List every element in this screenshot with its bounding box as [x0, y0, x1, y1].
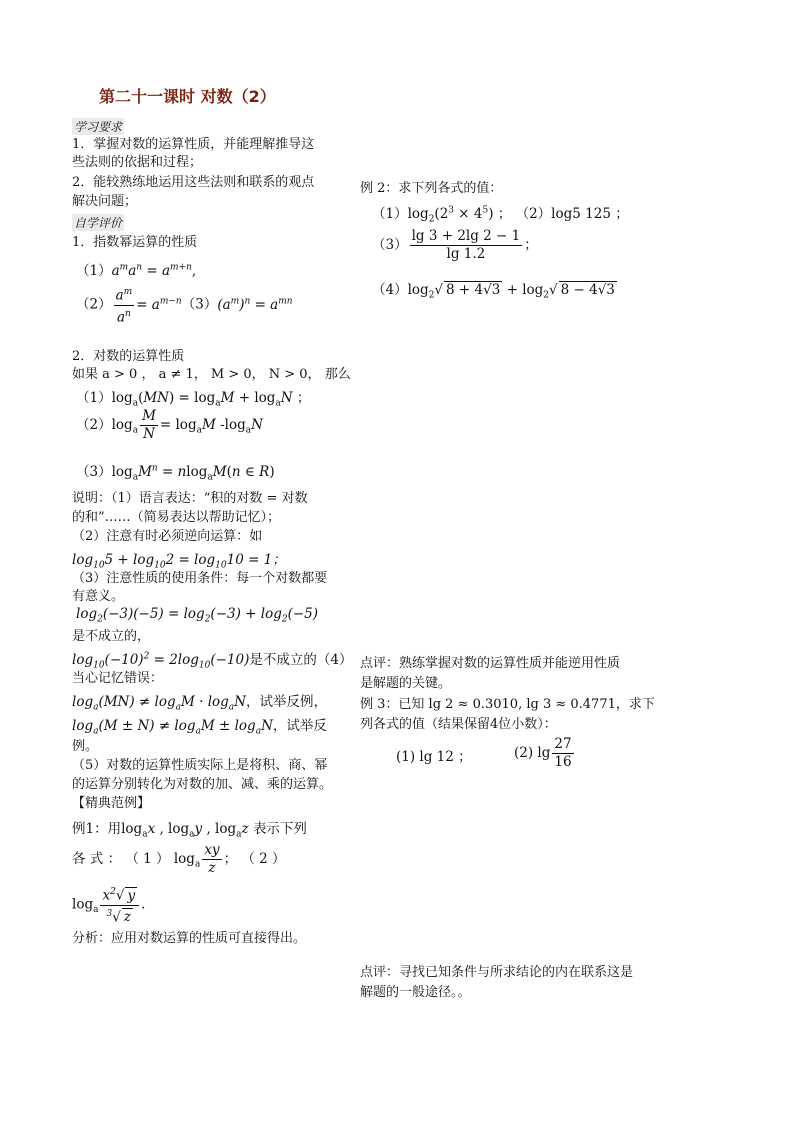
p2-heading: 2．对数的运算性质	[72, 349, 185, 364]
rule-2: $(2)\log_a$ $\frac{M}{N}$ = $\log_aM$ $-\log_aN$	[76, 408, 263, 442]
rule-3: $(3)\log_aM^n = nlog_aM(n$ ∈ R)	[76, 463, 275, 483]
comment-2a: 点评：寻找已知条件与所求结论的内在联系这是	[360, 965, 634, 980]
goal-1a: 1．掌握对数的运算性质，并能理解推导这	[72, 137, 315, 152]
note-4d: 例。	[72, 739, 99, 754]
note-2b: $\log_{10}5 + \log_{10}2 = \log_{10}10 = 1$；	[72, 552, 286, 571]
example2-item1: $(1)\log_2(2^3 \times 4^5)$ ； （2）log5 125 ；	[372, 205, 629, 225]
p2-condition: 如果 a > 0 ， a ≠ 1， M > 0， N > 0， 那么	[72, 367, 351, 382]
p1-item1: $(1)a^ma^n = a^{m+n}$,	[76, 262, 197, 279]
note-1b: 的和”……（简易表达以帮助记忆）；	[72, 510, 281, 525]
example2-item4: $(4)\log_2√$ $8 + 4√3 + \log_2√$ 8 − 4√3	[372, 282, 615, 301]
example2-heading: 例 2：求下列各式的值：	[360, 181, 503, 196]
goal-2a: 2．能较熟练地运用这些法则和联系的观点	[72, 175, 315, 190]
note-2a: （2）注意有时必须逆向运算：如	[72, 529, 263, 544]
example3-item2: (2) lg $\frac{27}{16}$	[514, 736, 572, 770]
p1-heading: 1．指数幂运算的性质	[72, 235, 198, 250]
page-title: 第二十一课时 对数（2）	[99, 87, 276, 106]
note-5b: 的运算分别转化为对数的加、减、乘的运算。	[72, 777, 333, 792]
comment-2b: 解题的一般途径。。	[360, 985, 471, 1000]
example1-line2: 各 式 ： （ 1 ） $\log_a$ $\frac{xy}{z}$ ； （ 2 ）	[72, 842, 286, 876]
note-3b: 有意义。	[72, 589, 125, 604]
analysis: 分析：应用对数运算的性质可直接得出。	[72, 931, 307, 946]
comment-1b: 是解题的关键。	[360, 676, 452, 691]
section-examples: 【精典范例】	[72, 796, 151, 811]
note-4b: $\log_a(MN) \ne \log_aM \cdot \log_aN$，试举反例，	[72, 694, 327, 713]
example1-line3: $\log_a$ $\frac{x^2√ y}{^3√ z}$ .	[72, 884, 145, 926]
note-3d: 是不成立的，	[72, 629, 151, 644]
note-3a: （3）注意性质的使用条件：每一个对数都要	[72, 571, 328, 586]
section-goal: 学习要求	[74, 120, 123, 134]
goal-2b: 解决问题；	[72, 194, 138, 209]
example3-line2: 列各式的值（结果保留4位小数）：	[360, 717, 557, 732]
note-3c: $\log_2(-3)(-5) = \log_2(-3) + \log_2(-5)$	[76, 606, 319, 625]
example3-line1: 例 3：已知 lg 2 ≈ 0.3010, lg 3 ≈ 0.4771，求下	[360, 697, 655, 712]
example2-item3: （3） $\frac{\lg 3 + 2\lg 2 - 1}{\lg 1.2}$ ；	[372, 228, 538, 262]
rule-1: $(1)\log_a(MN) = \log_aM + \log_aN$ ；	[76, 390, 311, 409]
comment-1a: 点评：熟练掌握对数的运算性质并能逆用性质	[360, 656, 621, 671]
example3-item1: (1) lg 12 ；	[396, 749, 472, 765]
section-self: 自学评价	[74, 216, 123, 230]
note-3e: $\log_{10}(-10)^2 = 2\log_{10}(-10)$是不成立的（4）	[72, 651, 353, 671]
note-4c: $\log_a(M \pm N) \ne \log_aM \pm \log_aN$，试举反	[72, 718, 327, 737]
note-1a: 说明：（1）语言表达：“积的对数 = 对数	[72, 491, 308, 506]
note-5a: （5）对数的运算性质实际上是将积、商、幂	[72, 758, 328, 773]
example1-line1: 例1：用$\log_ax$ , $\log_ay$ , $\log_az$ 表示下列	[72, 821, 307, 840]
goal-1b: 些法则的依据和过程；	[72, 155, 203, 170]
note-4a: 当心记忆错误：	[72, 671, 164, 686]
p1-item2: （2） $\frac{a^m}{a^n}$ = $a^{m-n}(3)(a^m)^n = a^{mn}$	[76, 284, 293, 326]
